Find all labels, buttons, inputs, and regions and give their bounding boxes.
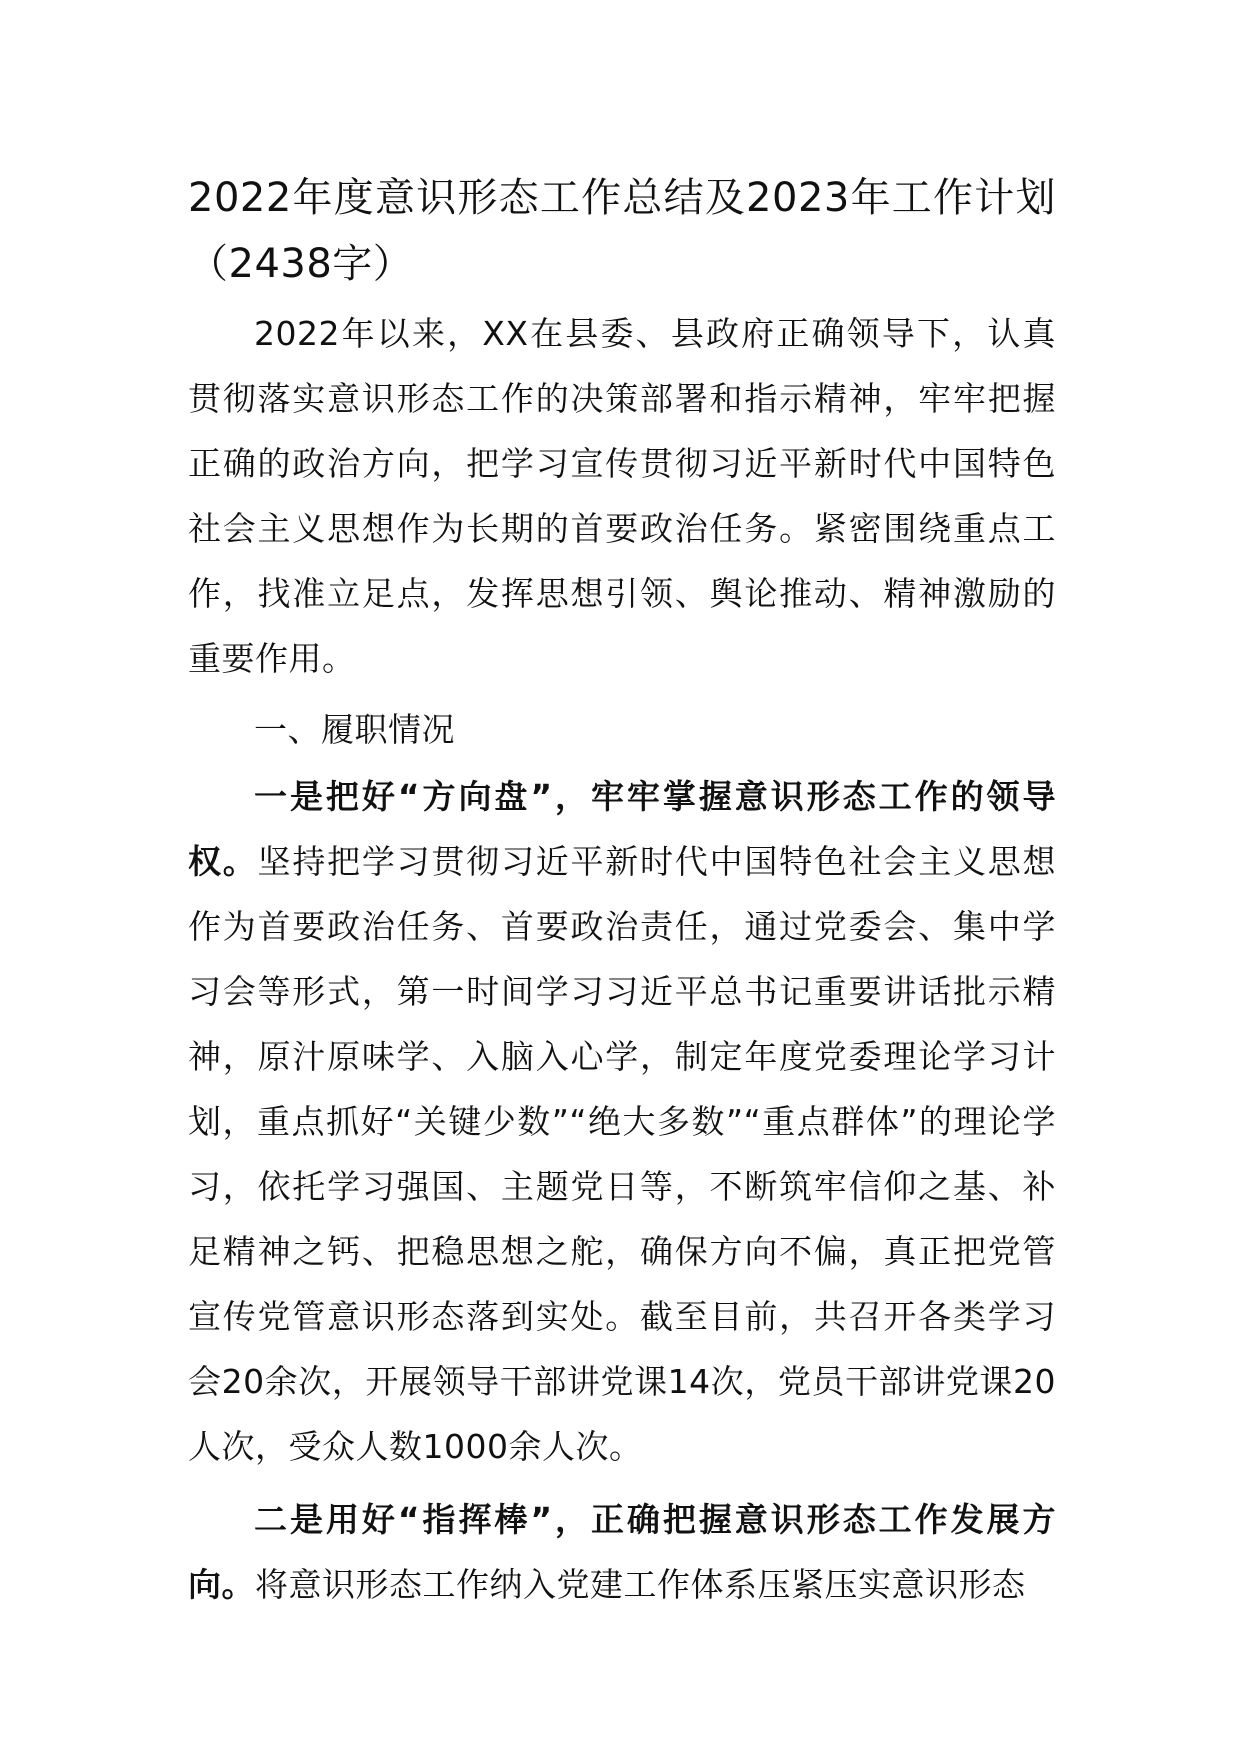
item-one-paragraph [188,764,1056,1479]
item-two-body: 将意识形态工作纳入党建工作体系压紧压实意识形态 [255,1565,1026,1604]
item-two-paragraph [188,1487,1056,1617]
section-heading: 一、履职情况 [254,710,455,749]
document-title: 2022年度意识形态工作总结及2023年工作计划（2438字） [188,175,1056,287]
item-two-lead: 二是用好“指挥棒”，正确把握意识形态工作发展方向。 [188,1500,1056,1604]
item-one-lead: 一是把好“方向盘”，牢牢掌握意识形态工作的领导权。 [188,777,1056,881]
intro-paragraph: 2022年以来，XX在县委、县政府正确领导下，认真贯彻落实意识形态工作的决策部署和指示精神，牢牢把握正确的政治方向，把学习宣传贯彻习近平新时代中国特色社会主义思想作为长期的首要政治任务。紧密围绕重点工作，找准立足点，发挥思想引领、舆论推动、精神激励的重要作用。 [188,314,1056,678]
item-one-body: 坚持把学习贯彻习近平新时代中国特色社会主义思想作为首要政治任务、首要政治责任，通过党委会、集中学习会等形式，第一时间学习习近平总书记重要讲话批示精神，原汁原味学、入脑入心学，制定年度党委理论学习计划，重点抓好“关键少数”“绝大多数”“重点群体”的理论学习，依托学习强国、主题党日等，不断筑牢信仰之基、补足精神之钙、把稳思想之舵，确保方向不偏，真正把党管宣传党管意识形态落到实处。截至目前，共召开各类学习会20余次，开展领导干部讲党课14次，党员干部讲党课20人次，受众人数1000余人次。 [188,842,1057,1466]
document-page [188,165,1056,1617]
